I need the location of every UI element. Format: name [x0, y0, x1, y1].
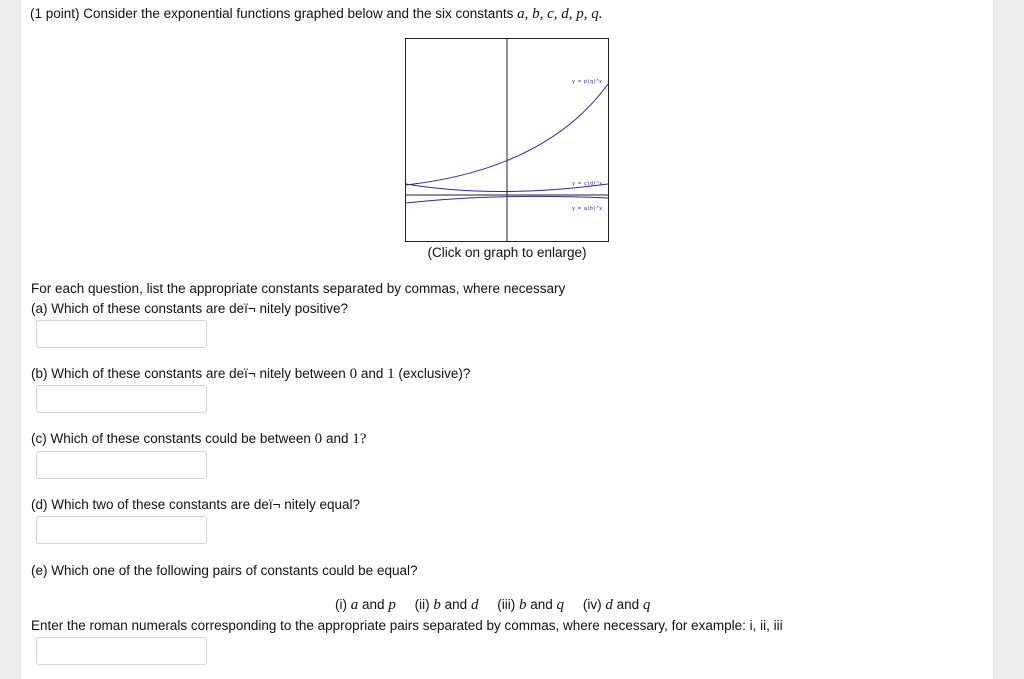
question-e: (e) Which one of the following pairs of constants could be equal? [31, 563, 418, 578]
instructions: For each question, list the appropriate constants separated by commas, where necessary [31, 281, 566, 296]
problem-intro: (1 point) Consider the exponential functions graphed below and the six constants a, b, c, d, p, q. [30, 6, 603, 22]
problem-panel [20, 0, 994, 679]
label-c-d: y = c(d)^x [572, 181, 603, 187]
graph-canvas [406, 39, 608, 241]
question-b: (b) Which of these constants are deï¬ nitely between 0 and 1 (exclusive)? [31, 366, 471, 382]
answer-e-input[interactable] [36, 637, 207, 665]
question-a: (a) Which of these constants are deï¬ nitely positive? [31, 301, 349, 316]
pair-option-i: (i) a and p [335, 597, 396, 613]
question-d: (d) Which two of these constants are deï¬ nitely equal? [31, 497, 361, 512]
label-a-b: y = a(b)^x [572, 206, 603, 212]
answer-d-input[interactable] [36, 516, 207, 544]
pair-option-iv: (iv) d and q [582, 597, 651, 613]
answer-b-input[interactable] [36, 385, 207, 413]
question-c: (c) Which of these constants could be between 0 and 1? [31, 431, 367, 447]
pair-option-ii: (ii) b and d [414, 597, 479, 613]
answer-c-input[interactable] [36, 451, 207, 479]
answer-a-input[interactable] [36, 320, 207, 348]
question-e-instructions: Enter the roman numerals corresponding to the appropriate pairs separated by commas, where necessary, for example: i, ii, iii [31, 618, 783, 633]
pair-option-iii: (iii) b and q [497, 597, 565, 613]
label-p-q: y = p(q)^x [572, 79, 603, 85]
pair-options [335, 597, 650, 614]
graph-caption[interactable]: (Click on graph to enlarge) [427, 245, 587, 260]
exponential-graph[interactable] [405, 38, 609, 242]
